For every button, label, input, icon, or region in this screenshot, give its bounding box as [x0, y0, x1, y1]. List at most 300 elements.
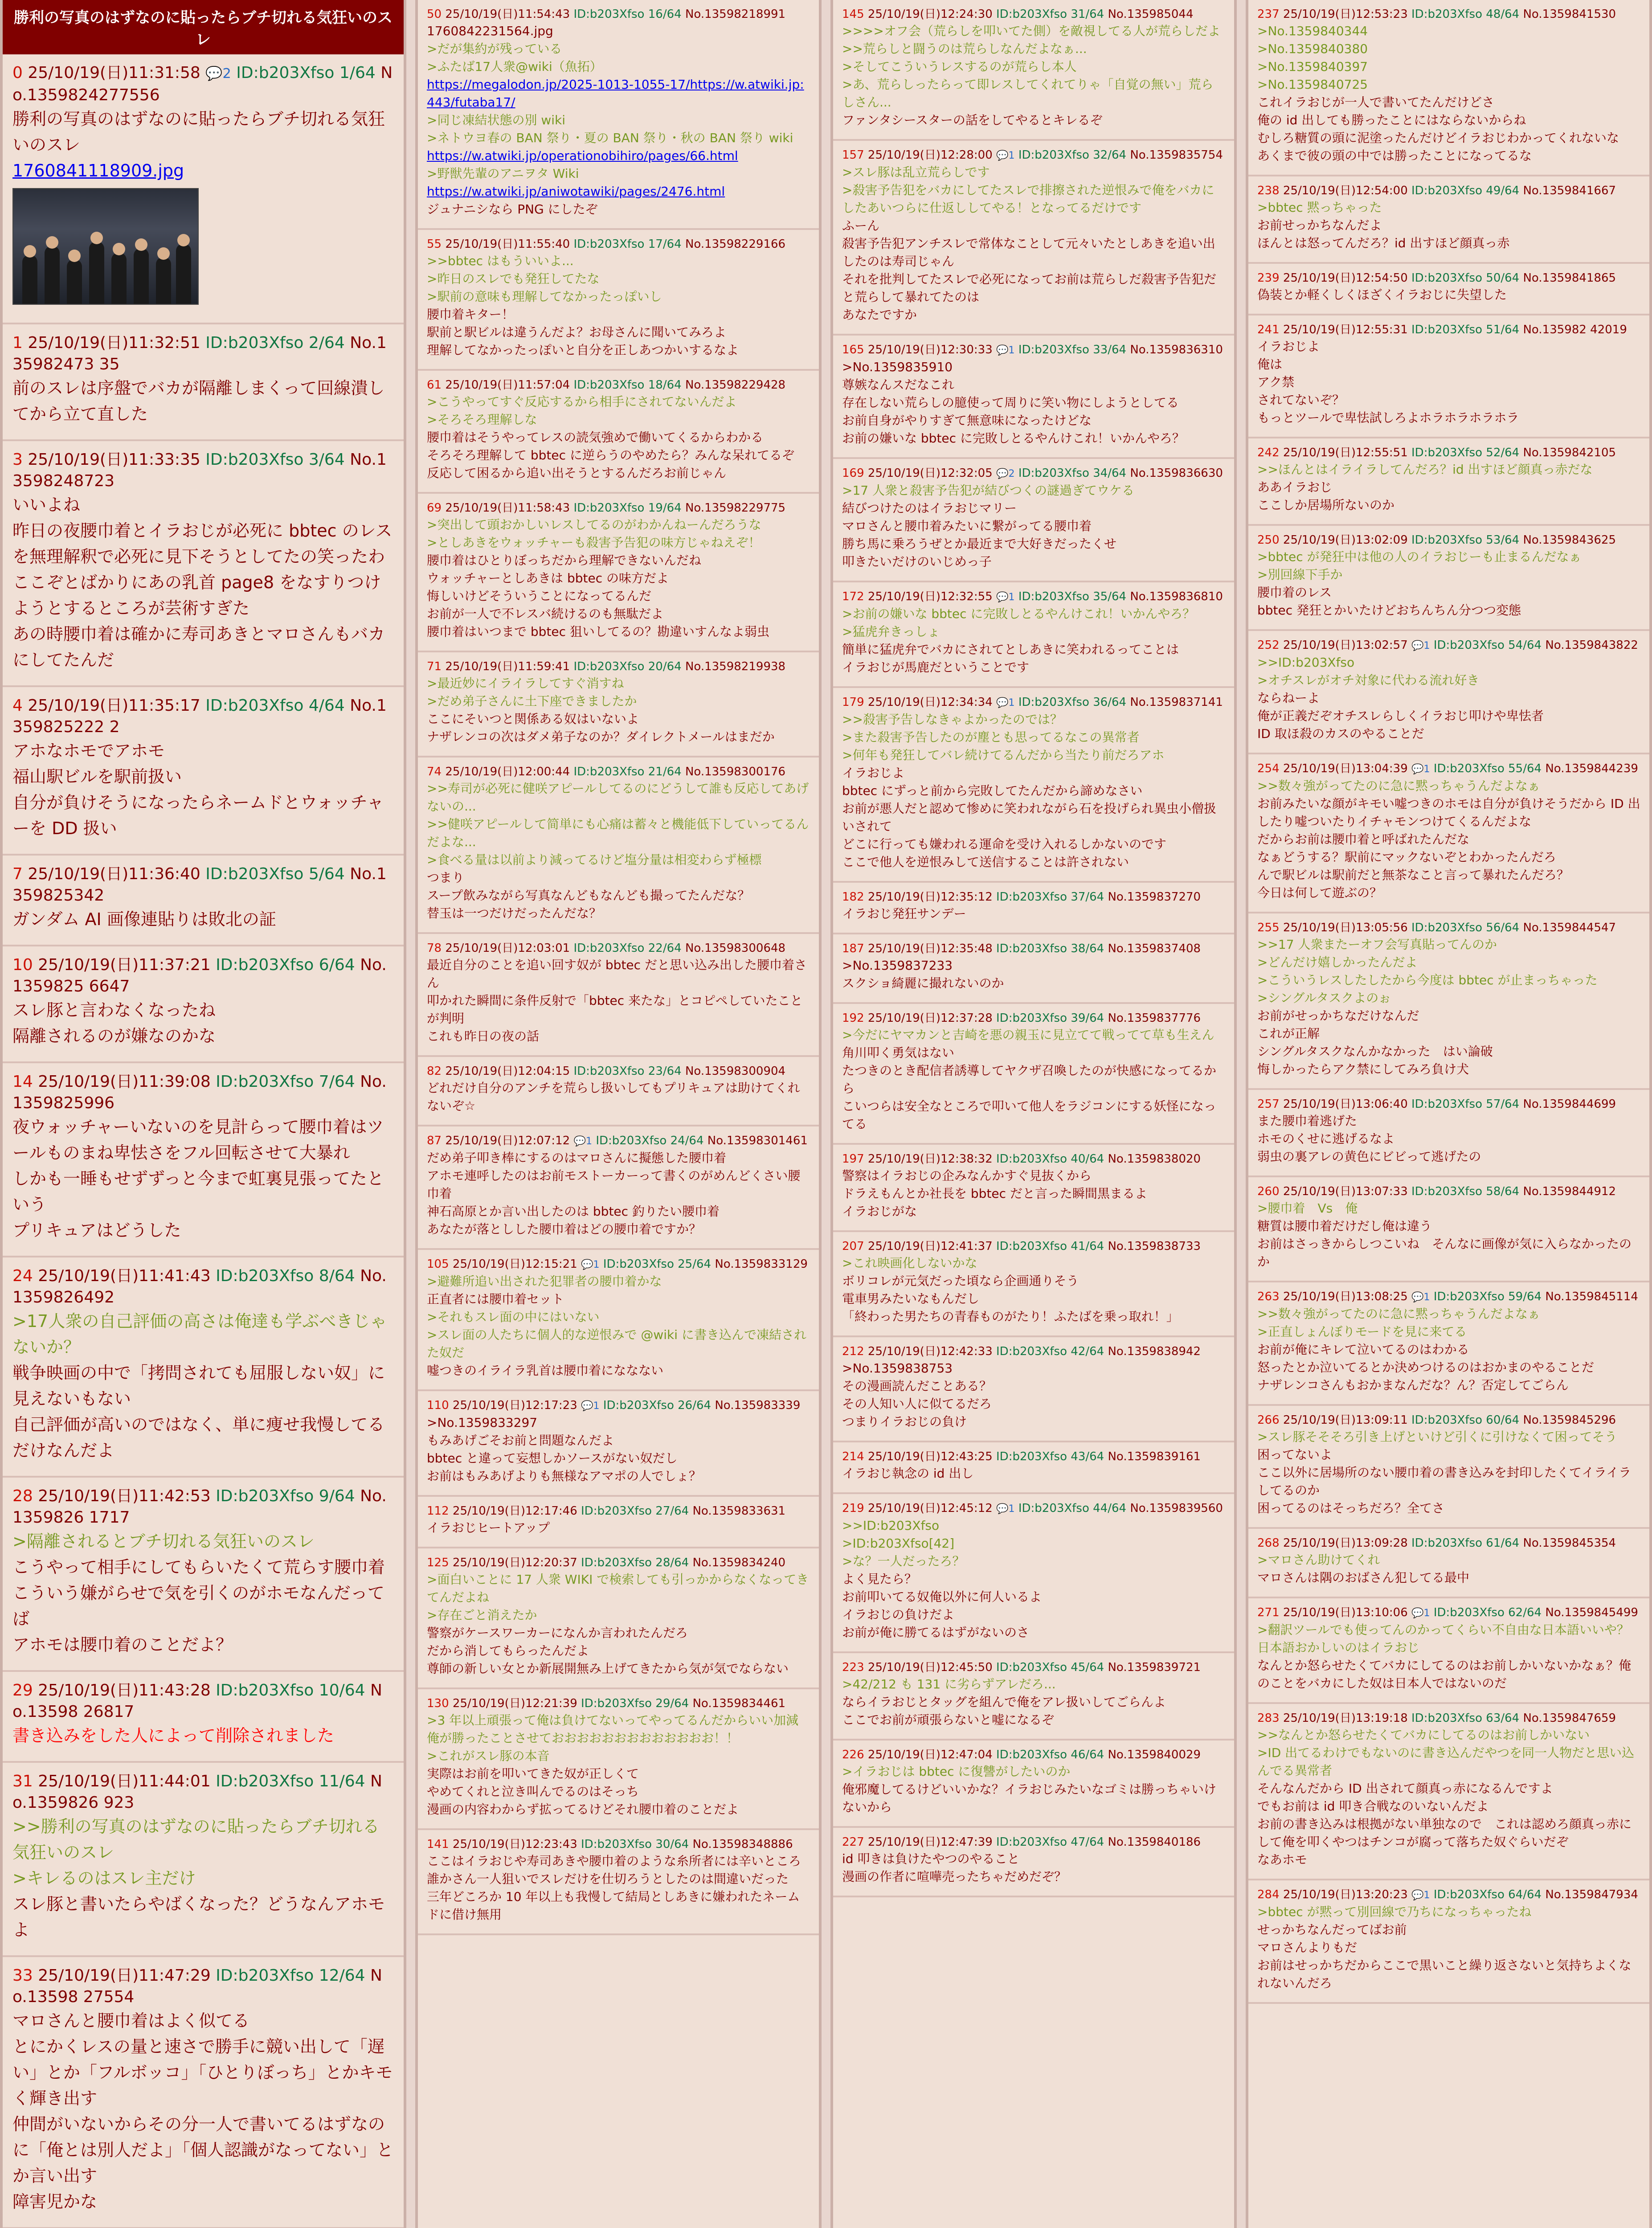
poster-id[interactable]: ID:b203Xfso	[1018, 467, 1089, 480]
post-link[interactable]: https://megalodon.jp/2025-1013-1055-17/https://w.atwiki.jp:443/futaba17/	[427, 77, 804, 110]
poster-id[interactable]: ID:b203Xfso	[996, 1661, 1067, 1674]
reply-count-badge[interactable]	[205, 66, 231, 82]
post-no[interactable]: No.13598229428	[685, 378, 786, 392]
poster-id[interactable]: ID:b203Xfso	[996, 890, 1067, 904]
post-sequence: 54/64	[1508, 639, 1542, 652]
poster-id[interactable]: ID:b203Xfso	[573, 1065, 645, 1078]
post-no[interactable]: No.1359826 1717	[12, 1487, 387, 1527]
post-no[interactable]: No.1359826492	[12, 1267, 387, 1306]
post-header	[12, 1965, 394, 2008]
post-sequence: 29/64	[655, 1697, 689, 1710]
post-no[interactable]: No.13598300904	[685, 1065, 786, 1078]
post-number[interactable]: 33	[12, 1966, 33, 1985]
post-no[interactable]: No.13598248723	[12, 451, 387, 490]
post-header	[842, 589, 1225, 605]
post	[3, 324, 404, 441]
post-number[interactable]: 78	[427, 942, 442, 955]
post-number[interactable]: 212	[842, 1345, 864, 1358]
post-no[interactable]: No.1359825 6647	[12, 956, 387, 995]
reply-count-badge[interactable]	[996, 1503, 1015, 1515]
post-number[interactable]: 263	[1257, 1290, 1280, 1303]
post	[1248, 1177, 1649, 1282]
poster-id[interactable]: ID:b203Xfso	[216, 1772, 314, 1790]
poster-id[interactable]: ID:b203Xfso	[216, 956, 314, 974]
post-link[interactable]: 1760841118909.jpg	[12, 161, 184, 180]
reply-count-badge[interactable]	[1411, 640, 1430, 651]
post-number[interactable]: 226	[842, 1748, 864, 1761]
reply-count: 1	[1008, 697, 1015, 709]
poster-id[interactable]: ID:b203Xfso	[1411, 921, 1483, 934]
post-text: 叩きたいだけのいじめっ子	[842, 554, 992, 569]
post-number[interactable]: 169	[842, 467, 864, 480]
deleted-notice: 書き込みをした人によって削除されました	[12, 1726, 335, 1745]
poster-id[interactable]: ID:b203Xfso	[996, 1152, 1067, 1166]
post-text: どこに行っても嫌われる運命を受け入れるしかないのです	[842, 837, 1167, 852]
poster-id[interactable]: ID:b203Xfso	[573, 942, 645, 955]
post-number[interactable]: 252	[1257, 639, 1280, 652]
poster-id[interactable]: ID:b203Xfso	[205, 451, 304, 469]
post-sequence: 20/64	[648, 660, 682, 673]
reply-count-badge[interactable]	[996, 591, 1015, 603]
post-no[interactable]: No.1359844547	[1523, 921, 1616, 934]
post-no[interactable]: No.1359845296	[1523, 1413, 1616, 1427]
poster-id[interactable]: ID:b203Xfso	[216, 1966, 314, 1985]
poster-id[interactable]: ID:b203Xfso	[581, 1838, 652, 1851]
reply-count: 1	[1008, 344, 1015, 356]
post-no[interactable]: No.13598229775	[685, 501, 786, 515]
post-text: お前自身がやりすぎて無意味になったけどな	[842, 413, 1092, 428]
quote-line: >それもスレ面の中にはいない	[427, 1310, 600, 1324]
post-text: しかも一睡もせずずっと今まで虹裏見張ってたという	[12, 1169, 384, 1214]
post-date: 25/10/19(日)12:21:39	[452, 1697, 577, 1710]
post-text: bbtec にずっと前から完敗してたんだから諦めなさい	[842, 783, 1143, 798]
post-no[interactable]: No.1359843625	[1523, 533, 1616, 547]
post-header	[427, 236, 810, 252]
quote-line: >イラおじは bbtec に復讐がしたいのか	[842, 1764, 1071, 1779]
quote-line: >どんだけ嬉しかったんだよ	[1257, 955, 1418, 970]
post-no[interactable]: No.1359847659	[1523, 1712, 1616, 1725]
poster-id[interactable]: ID:b203Xfso	[1433, 1290, 1505, 1303]
post-text: スレ豚と言わなくなったね	[12, 1000, 216, 1020]
post-number[interactable]: 14	[12, 1073, 33, 1091]
reply-count-badge[interactable]	[1411, 1291, 1430, 1303]
quote-line: >としあきをウォッチャーも殺害予告犯の味方じゃねえぞ！	[427, 535, 761, 550]
post-no[interactable]: No.13598229166	[685, 238, 786, 251]
poster-id[interactable]: ID:b203Xfso	[1411, 1536, 1483, 1550]
post	[833, 1004, 1234, 1145]
post-no[interactable]: No.1359841530	[1523, 8, 1616, 21]
post-number[interactable]: 105	[427, 1257, 449, 1271]
post-list	[833, 0, 1234, 1897]
post-sequence: 42/64	[1071, 1345, 1104, 1358]
post-number[interactable]: 7	[12, 865, 23, 883]
post-header	[1257, 270, 1640, 286]
post-text: こうやって相手にしてもらいたくて荒らす腰巾着	[12, 1557, 385, 1577]
post-number[interactable]: 214	[842, 1450, 864, 1463]
post-no[interactable]: No.1359843822	[1545, 639, 1638, 652]
reply-count-badge[interactable]	[581, 1400, 600, 1412]
post-no[interactable]: No.1359845499	[1545, 1606, 1638, 1619]
post-text: イラおじヒートアップ	[427, 1520, 550, 1535]
figure-head	[90, 232, 103, 244]
post-date: 25/10/19(日)12:15:21	[452, 1257, 577, 1271]
post-number[interactable]: 50	[427, 8, 442, 21]
post-number[interactable]: 268	[1257, 1536, 1280, 1550]
post-header	[12, 332, 394, 375]
post-no[interactable]: No.1359838733	[1108, 1240, 1201, 1253]
reply-count-badge[interactable]	[581, 1259, 600, 1270]
poster-id[interactable]: ID:b203Xfso	[996, 942, 1067, 955]
post-number[interactable]: 179	[842, 696, 864, 709]
poster-id[interactable]: ID:b203Xfso	[216, 1267, 314, 1285]
post-no[interactable]: No.1359841865	[1523, 271, 1616, 285]
poster-id[interactable]: ID:b203Xfso	[996, 1345, 1067, 1358]
post-no[interactable]: No.135985044	[1108, 8, 1194, 21]
post-number[interactable]: 241	[1257, 323, 1280, 336]
post-no[interactable]: No.13598218991	[685, 8, 786, 21]
figure-silhouette	[89, 242, 104, 304]
reply-count-badge[interactable]	[1411, 1607, 1430, 1619]
post-text: 俺は	[1257, 357, 1283, 372]
post-no[interactable]: No.1359835754	[1130, 148, 1223, 162]
post-header	[1257, 761, 1640, 777]
post-text: 電車男みたいなもんだし	[842, 1291, 980, 1306]
post-no[interactable]: No.1359839721	[1108, 1661, 1201, 1674]
post-date: 25/10/19(日)12:43:25	[867, 1450, 993, 1463]
poster-id[interactable]: ID:b203Xfso	[603, 1257, 674, 1271]
poster-id[interactable]: ID:b203Xfso	[581, 1504, 652, 1518]
post-number[interactable]: 24	[12, 1267, 33, 1285]
post-no[interactable]: No.13598300176	[685, 765, 786, 778]
reply-count-badge[interactable]	[1411, 1889, 1430, 1901]
post-number[interactable]: 112	[427, 1504, 449, 1518]
poster-id[interactable]: ID:b203Xfso	[205, 865, 304, 883]
post-no[interactable]: No.1359837141	[1130, 696, 1223, 709]
post-no[interactable]: No.1359837408	[1108, 942, 1201, 955]
post-sequence: 38/64	[1071, 942, 1104, 955]
quote-line: >>数々強がってたのに急に黙っちゃうんだよなぁ	[1257, 778, 1540, 793]
poster-id[interactable]: ID:b203Xfso	[573, 660, 645, 673]
post-number[interactable]: 28	[12, 1487, 33, 1505]
post	[833, 1741, 1234, 1828]
post-number[interactable]: 237	[1257, 8, 1280, 21]
post-text: 悔しいけどそういうことになってるんだ	[427, 589, 652, 603]
poster-id[interactable]: ID:b203Xfso	[996, 1240, 1067, 1253]
post-no[interactable]: No.1359834240	[692, 1556, 786, 1569]
poster-id[interactable]: ID:b203Xfso	[1433, 1606, 1505, 1619]
post-number[interactable]: 82	[427, 1065, 442, 1078]
post-no[interactable]: No.135982473 35	[12, 334, 387, 373]
poster-id[interactable]: ID:b203Xfso	[1411, 1413, 1483, 1427]
post-no[interactable]: No.1359825996	[12, 1073, 387, 1112]
post-no[interactable]: No.1359836630	[1130, 467, 1223, 480]
post-sequence: 2/64	[308, 334, 345, 352]
post-no[interactable]: No.13598 26817	[12, 1681, 382, 1721]
poster-id[interactable]: ID:b203Xfso	[573, 238, 645, 251]
post-number[interactable]: 71	[427, 660, 442, 673]
poster-id[interactable]: ID:b203Xfso	[573, 765, 645, 778]
post-no[interactable]: No.1359845354	[1523, 1536, 1616, 1550]
post-number[interactable]: 182	[842, 890, 864, 904]
poster-id[interactable]: ID:b203Xfso	[1411, 533, 1483, 547]
post-number[interactable]: 165	[842, 343, 864, 356]
post-text: お前が一人で不レスバ続けるのも無駄だよ	[427, 606, 664, 621]
poster-id[interactable]: ID:b203Xfso	[573, 501, 645, 515]
post-sequence: 43/64	[1071, 1450, 1104, 1463]
post-number[interactable]: 130	[427, 1697, 449, 1710]
quote-line: >No.1359840380	[1257, 41, 1368, 56]
poster-id[interactable]: ID:b203Xfso	[1018, 1502, 1089, 1515]
post-link[interactable]: https://w.atwiki.jp/aniwotawiki/pages/2476.html	[427, 184, 725, 199]
post-number[interactable]: 10	[12, 956, 33, 974]
reply-count-badge[interactable]	[996, 468, 1015, 479]
post-date: 25/10/19(日)12:42:33	[867, 1345, 993, 1358]
post-no[interactable]: No.1359837776	[1108, 1012, 1201, 1025]
post	[3, 1672, 404, 1763]
post-no[interactable]: No.13598219938	[685, 660, 786, 673]
post-sequence: 18/64	[648, 378, 682, 392]
post-no[interactable]: No.13598301461	[707, 1134, 808, 1147]
post-no[interactable]: No.1359825342	[12, 865, 387, 905]
post-text: その漫画読んだことある？	[842, 1379, 992, 1393]
post-no[interactable]: No.1359836310	[1130, 343, 1223, 356]
quote-line: >そしてこういうレスするのが荒らし本人	[842, 59, 1077, 74]
post-no[interactable]: No.1359833631	[692, 1504, 786, 1518]
post-no[interactable]: No.1359847934	[1545, 1888, 1638, 1901]
quote-line: >>ID:b203Xfso	[842, 1518, 940, 1533]
quote-line: >ネトウヨ春の BAN 祭り・夏の BAN 祭り・秋の BAN 祭り wiki	[427, 131, 793, 145]
post-number[interactable]: 187	[842, 942, 864, 955]
post-number[interactable]: 3	[12, 451, 23, 469]
post-sequence: 19/64	[648, 501, 682, 515]
post-header	[427, 6, 810, 22]
post-sequence: 60/64	[1486, 1413, 1520, 1427]
post-number[interactable]: 61	[427, 378, 442, 392]
post-no[interactable]: No.1359826 923	[12, 1772, 382, 1812]
post-no[interactable]: No.1359839560	[1130, 1502, 1223, 1515]
post	[833, 459, 1234, 582]
post-number[interactable]: 207	[842, 1240, 864, 1253]
post-date: 25/10/19(日)12:17:46	[452, 1504, 577, 1518]
post-no[interactable]: No.13598300648	[685, 942, 786, 955]
post-no[interactable]: No.1359837270	[1108, 890, 1201, 904]
poster-id[interactable]: ID:b203Xfso	[1018, 343, 1089, 356]
post-no[interactable]: No.1359840186	[1108, 1835, 1201, 1849]
post-number[interactable]: 172	[842, 590, 864, 603]
post-number[interactable]: 219	[842, 1502, 864, 1515]
poster-id[interactable]: ID:b203Xfso	[996, 1748, 1067, 1761]
post-date: 25/10/19(日)11:39:08	[38, 1073, 211, 1091]
post-sequence: 30/64	[655, 1838, 689, 1851]
post-number[interactable]: 29	[12, 1681, 33, 1700]
post-sequence: 36/64	[1093, 696, 1127, 709]
post-text: 困ってないよ	[1257, 1447, 1333, 1462]
post-number[interactable]: 255	[1257, 921, 1280, 934]
figure-head	[135, 238, 147, 251]
post-no[interactable]: No.1359842105	[1523, 446, 1616, 459]
post-date: 25/10/19(日)11:43:28	[38, 1681, 211, 1700]
post-number[interactable]: 223	[842, 1661, 864, 1674]
post-text: これも昨日の夜の話	[427, 1029, 540, 1044]
post-number[interactable]: 55	[427, 238, 442, 251]
poster-id[interactable]: ID:b203Xfso	[216, 1487, 314, 1505]
post-number[interactable]: 141	[427, 1838, 449, 1851]
poster-id[interactable]: ID:b203Xfso	[1411, 271, 1483, 285]
post-number[interactable]: 239	[1257, 271, 1280, 285]
poster-id[interactable]: ID:b203Xfso	[1411, 446, 1483, 459]
poster-id[interactable]: ID:b203Xfso	[996, 1835, 1067, 1849]
post-image-thumbnail[interactable]	[12, 188, 199, 305]
post-number[interactable]: 283	[1257, 1712, 1280, 1725]
poster-id[interactable]: ID:b203Xfso	[1433, 1888, 1505, 1901]
post-no[interactable]: No.1359844239	[1545, 762, 1638, 775]
quote-line: >>ほんとはイライラしてんだろ？id 出すほど顔真っ赤だな	[1257, 462, 1593, 477]
post-number[interactable]: 197	[842, 1152, 864, 1166]
poster-id[interactable]: ID:b203Xfso	[573, 8, 645, 21]
post-text: ここにそいつと関係ある奴はいないよ	[427, 712, 639, 726]
post-number[interactable]: 4	[12, 696, 23, 715]
post-text: 実際はお前を叩いてきた奴が正しくて	[427, 1766, 639, 1781]
reply-count-badge[interactable]	[573, 1135, 592, 1147]
post-no[interactable]: No.1359824277556	[12, 64, 393, 104]
poster-id[interactable]: ID:b203Xfso	[596, 1134, 667, 1147]
post-no[interactable]: No.1359839161	[1108, 1450, 1201, 1463]
post-no[interactable]: No.1359844912	[1523, 1185, 1616, 1198]
post-number[interactable]: 266	[1257, 1413, 1280, 1427]
post-no[interactable]: No.135982 42019	[1523, 323, 1627, 336]
post	[418, 494, 819, 652]
post-number[interactable]: 110	[427, 1399, 449, 1412]
post-number[interactable]: 271	[1257, 1606, 1280, 1619]
post-text: ナザレンコさんもおかまなんだな？ん？否定してごらん	[1257, 1378, 1569, 1392]
poster-id[interactable]: ID:b203Xfso	[996, 8, 1067, 21]
poster-id[interactable]: ID:b203Xfso	[1018, 148, 1089, 162]
post-no[interactable]: No.1359840029	[1108, 1748, 1201, 1761]
poster-id[interactable]: ID:b203Xfso	[1433, 762, 1505, 775]
post-header	[1257, 637, 1640, 654]
post-no[interactable]: No.13598 27554	[12, 1966, 382, 2006]
post-number[interactable]: 257	[1257, 1098, 1280, 1111]
poster-id[interactable]: ID:b203Xfso	[216, 1073, 314, 1091]
post-number[interactable]: 242	[1257, 446, 1280, 459]
post-no[interactable]: No.1359825222 2	[12, 696, 387, 736]
post	[833, 934, 1234, 1004]
post-number[interactable]: 192	[842, 1012, 864, 1025]
post-text: >No.1359835910	[842, 360, 953, 374]
poster-id[interactable]: ID:b203Xfso	[1018, 590, 1089, 603]
post-no[interactable]: No.1359838020	[1108, 1152, 1201, 1166]
poster-id[interactable]: ID:b203Xfso	[573, 378, 645, 392]
reply-count-badge[interactable]	[996, 344, 1015, 356]
post-date: 25/10/19(日)12:34:34	[867, 696, 993, 709]
post-text: お前はせっかちだからここで黒いこと繰り返さないと気持ちよくなれないんだろ	[1257, 1958, 1632, 1990]
post-text: なんとか怒らせたくてバカにしてるのはお前しかいないかなぁ？俺のことをバカにした奴は日本人ではないのだ	[1257, 1658, 1632, 1691]
poster-id[interactable]: ID:b203Xfso	[603, 1399, 674, 1412]
reply-count-badge[interactable]	[996, 697, 1015, 709]
post-number[interactable]: 74	[427, 765, 442, 778]
post-text: 隔離されるのが嫌なのかな	[12, 1026, 216, 1046]
post-date: 25/10/19(日)12:45:12	[867, 1502, 993, 1515]
post-number[interactable]: 125	[427, 1556, 449, 1569]
post-header	[1257, 1096, 1640, 1112]
post-text: 叩かれた瞬間に条件反射で「bbtec 来たな」とコピペしていたことが判明	[427, 993, 803, 1026]
poster-id[interactable]: ID:b203Xfso	[581, 1697, 652, 1710]
poster-id[interactable]: ID:b203Xfso	[205, 696, 304, 715]
post-number[interactable]: 284	[1257, 1888, 1280, 1901]
post-number[interactable]: 260	[1257, 1185, 1280, 1198]
poster-id[interactable]: ID:b203Xfso	[1018, 696, 1089, 709]
poster-id[interactable]: ID:b203Xfso	[996, 1450, 1067, 1463]
poster-id[interactable]: ID:b203Xfso	[1411, 1098, 1483, 1111]
poster-id[interactable]: ID:b203Xfso	[1433, 639, 1505, 652]
post-number[interactable]: 0	[12, 64, 23, 82]
post-number[interactable]: 87	[427, 1134, 442, 1147]
reply-bubble-icon: 💬	[1411, 1889, 1424, 1901]
poster-id[interactable]: ID:b203Xfso	[1411, 8, 1483, 21]
post-number[interactable]: 254	[1257, 762, 1280, 775]
poster-id[interactable]: ID:b203Xfso	[236, 64, 335, 82]
quote-line: >>bbtec はもういいよ...	[427, 254, 574, 268]
post-link[interactable]: https://w.atwiki.jp/operationobihiro/pages/66.html	[427, 148, 738, 163]
reply-count-badge[interactable]	[1411, 763, 1430, 775]
post-sequence: 17/64	[648, 238, 682, 251]
poster-id[interactable]: ID:b203Xfso	[205, 334, 304, 352]
post-number[interactable]: 227	[842, 1835, 864, 1849]
poster-id[interactable]: ID:b203Xfso	[216, 1681, 314, 1700]
post-header	[1257, 1289, 1640, 1305]
post-no[interactable]: No.1359841667	[1523, 184, 1616, 197]
post-text: ガンダム AI 画像連貼りは敗北の証	[12, 909, 276, 929]
post	[833, 0, 1234, 141]
post-number[interactable]: 1	[12, 334, 23, 352]
poster-id[interactable]: ID:b203Xfso	[581, 1556, 652, 1569]
poster-id[interactable]: ID:b203Xfso	[1411, 323, 1483, 336]
post-number[interactable]: 157	[842, 148, 864, 162]
post-no[interactable]: No.135983339	[715, 1399, 801, 1412]
post-no[interactable]: No.1359838942	[1108, 1345, 1201, 1358]
poster-id[interactable]: ID:b203Xfso	[1411, 1185, 1483, 1198]
post-text: だめ弟子叩き棒にするのはマロさんに擬態した腰巾着	[427, 1151, 727, 1165]
post-number[interactable]: 31	[12, 1772, 33, 1790]
quote-line: >駅前の意味も理解してなかったっぽいし	[427, 289, 662, 304]
post-sequence: 9/64	[319, 1487, 355, 1505]
post-no[interactable]: No.1359845114	[1545, 1290, 1638, 1303]
post-text: 尊師の新しい女とか新展開無み上げてきたから気が気でならない	[427, 1661, 789, 1676]
post-no[interactable]: No.1359844699	[1523, 1098, 1616, 1111]
poster-id[interactable]: ID:b203Xfso	[996, 1012, 1067, 1025]
thread-column-2	[415, 0, 822, 2228]
post-no[interactable]: No.13598348886	[692, 1838, 793, 1851]
post-text: ボリコレが元気だった頃なら企画通りそう	[842, 1274, 1079, 1288]
post-number[interactable]: 145	[842, 8, 864, 21]
post-no[interactable]: No.1359834461	[692, 1697, 786, 1710]
poster-id[interactable]: ID:b203Xfso	[1411, 184, 1483, 197]
post-number[interactable]: 250	[1257, 533, 1280, 547]
post-no[interactable]: No.1359833129	[715, 1257, 808, 1271]
post-text: こういう嫌がらせで気を引くのがホモなんだってば	[12, 1583, 384, 1629]
post-number[interactable]: 238	[1257, 184, 1280, 197]
post-date: 25/10/19(日)12:30:33	[867, 343, 993, 356]
post	[418, 652, 819, 758]
post-number[interactable]: 69	[427, 501, 442, 515]
figure-head	[46, 236, 58, 249]
reply-count-badge[interactable]	[996, 150, 1015, 161]
post-text: 反応して困るから追い出そうとするんだろお前じゃん	[427, 466, 727, 480]
poster-id[interactable]: ID:b203Xfso	[1411, 1712, 1483, 1725]
post-text: ホモのくせに逃げるなよ	[1257, 1131, 1395, 1146]
quote-line: >>>>オフ会（荒らしを叩いてた側）を敵視してる人が荒らしだよ	[842, 24, 1221, 38]
post-no[interactable]: No.1359836810	[1130, 590, 1223, 603]
